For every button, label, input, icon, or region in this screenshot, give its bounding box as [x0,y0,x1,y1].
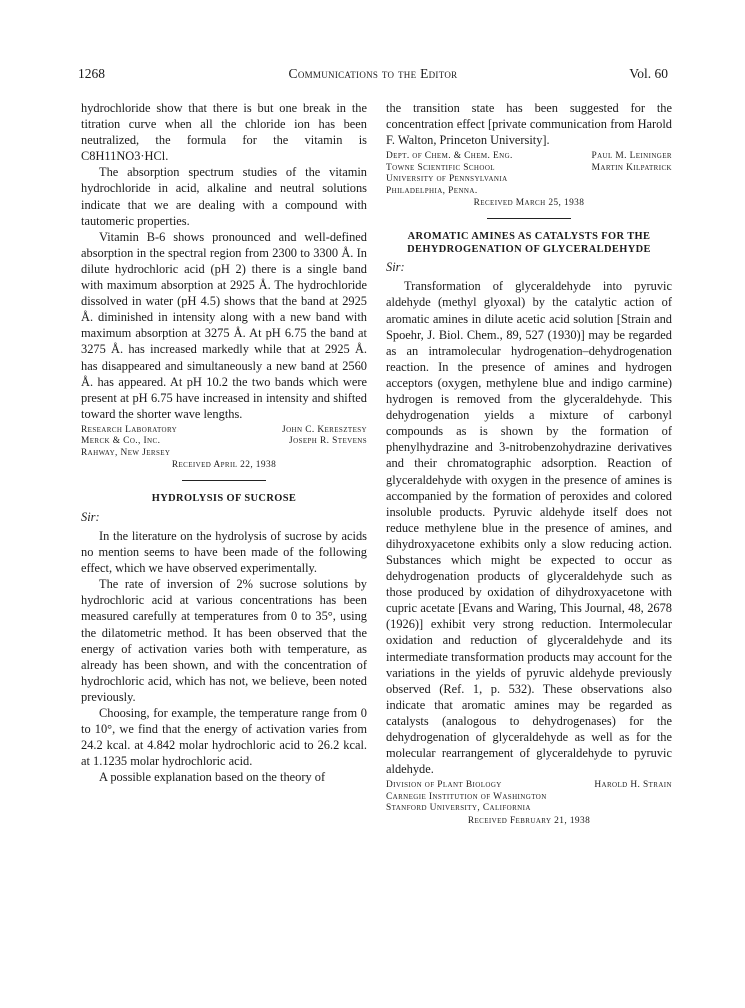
amines-article [386,231,672,827]
journal-section-title: Communications to the Editor [288,66,458,81]
affiliation-line: Philadelphia, Penna. [386,185,478,196]
affiliation-line: Rahway, New Jersey [81,447,171,458]
affiliation-line: Division of Plant Biology [386,780,502,791]
affiliation-line: Stanford University, California [386,803,531,814]
salutation: Sir: [386,260,405,275]
affiliation-lines [386,780,547,815]
page-number: 1268 [78,66,105,81]
author-name: Martin Kilpatrick [591,162,672,173]
affiliation-line: University of Pennsylvania [386,174,508,185]
sucrose-article-continuation [386,100,672,219]
author-affiliation [386,151,672,197]
article-title: HYDROLYSIS OF SUCROSE [151,493,297,505]
paragraph: Vitamin B-6 shows pronounced and well-defined absorption in the spectral region from 2300 to 3300 Å. In dilute hydrochloric acid (pH 2) there is a single band with maximum absorption at 2925 Å. The hydrochloride dissolved in water (pH 4.5) shows that the band at 2925 Å. diminished in intensity along with a new band with maximum absorption at 3275 Å. At pH 6.75 the band at 3275 Å. has increased markedly while that at 2925 Å. has disappeared and simultaneously a new band at 2560 Å. has appeared. At pH 10.2 the two bands which were present at pH 6.75 have increased in intensity and shifted toward the shorter wave lengths. [81,229,367,421]
vitamin-article-continuation [81,100,367,481]
sucrose-article [81,493,367,785]
affiliation-line: Merck & Co., Inc. [81,436,161,447]
received-date: Received February 21, 1938 [467,815,591,826]
section-divider [487,218,571,219]
author-name: John C. Keresztesy [282,424,367,435]
paragraph: hydrochloride show that there is but one break in the titration curve when all the chloride ion has been neutralized, the formula for the vitamin is C8H11NO3·HCl. [81,101,367,164]
article-title-line: DEHYDROGENATION OF GLYCERALDEHYDE [407,243,651,255]
paragraph: In the literature on the hydrolysis of sucrose by acids no mention seems to have been made of the following effect, which we have observed experimentally. [81,528,367,576]
left-column [81,100,367,785]
article-title-line: AROMATIC AMINES AS CATALYSTS FOR THE [407,231,651,243]
received-date: Received April 22, 1938 [171,460,277,471]
author-name: Harold H. Strain [594,780,672,791]
author-name: Paul M. Leininger [591,151,672,162]
paragraph: The rate of inversion of 2% sucrose solutions by hydrochloric acid at various concentrations has been measured carefully at temperatures from 0 to 35°, using the dilatometric method. It has been observed that the energy of activation varies both with temperature, as already has been shown, and with the concentration of hydrochloric acid, which has not, we believe, been noted previously. [81,577,367,704]
paragraph: A possible explanation based on the theory of [99,770,326,785]
affiliation-line: Dept. of Chem. & Chem. Eng. [386,151,513,162]
paragraph: Transformation of glyceraldehyde into pyruvic aldehyde (methyl glyoxal) by the catalytic action of aromatic amines in dilute acetic acid solution [Strain and Spoehr, J. Biol. Chem., 89, 527 (1930)] may be regarded as an intramolecular hydrogenation–dehydrogenation reaction. In the presence of amines and hydrogen acceptors (oxygen, methylene blue and indigo carmine) hydrogen is removed from the glyceraldehyde. This dehydrogenation yields a mixture of carbonyl compounds as is shown by the formation of phenylhydrazine and 3-nitrobenzohydrazine derivatives and their chromatographic adsorption. Reaction of glyceraldehyde with oxygen in the presence of amines is accompanied by the formation of peroxides and colored insoluble products. Pyruvic aldehyde itself does not reduce methylene blue in the presence of amines, and dihydroxyacetone exhibits only a slow reducing action. Substances which might be expected to occur as dehydrogenation products of glyceraldehyde such as those produced by oxidation of dihydroxyacetone with cupric acetate [Evans and Waring, This Journal, 48, 2678 (1926)] exhibit very strong reduction. Intermolecular oxidation and reduction of glyceraldehyde and its intermediate transformation products may account for the variations in the yields of pyruvic aldehyde previously observed (Ref. 1, p. 532). These observations also indicate that aromatic amines may be regarded as catalysts (analogous to dehydrogenases) for the dehydrogenation of glyceraldehyde as well as for the molecular rearrangement of glyceraldehyde to pyruvic aldehyde. [386,279,672,777]
affiliation-line: Research Laboratory [81,424,178,435]
author-names [591,151,672,197]
author-affiliation [81,425,367,460]
right-column [386,100,672,827]
paragraph: the transition state has been suggested for the concentration effect [private communication from Harold F. Walton, Princeton University]. [386,101,672,148]
author-names [282,425,367,460]
paragraph: The absorption spectrum studies of the vitamin hydrochloride in acid, alkaline and neutral solutions indicate that we are dealing with a compound with tautomeric properties. [81,165,367,228]
affiliation-lines [81,425,177,460]
author-names [594,780,672,815]
affiliation-lines [386,151,513,197]
article-title [386,231,672,256]
salutation: Sir: [81,509,100,524]
affiliation-line: Carnegie Institution of Washington [386,791,547,802]
received-date: Received March 25, 1938 [473,198,585,209]
section-divider [182,480,266,481]
author-affiliation [386,780,672,815]
author-name: Joseph R. Stevens [289,436,367,447]
affiliation-line: Towne Scientific School [386,162,495,173]
volume-number: Vol. 60 [629,66,668,81]
page-header [78,66,668,86]
paragraph: Choosing, for example, the temperature range from 0 to 10°, we find that the energy of activation varies from 24.2 kcal. at 4.842 molar hydrochloric acid to 26.2 kcal. at 1.1235 molar hydrochloric acid. [81,706,367,769]
